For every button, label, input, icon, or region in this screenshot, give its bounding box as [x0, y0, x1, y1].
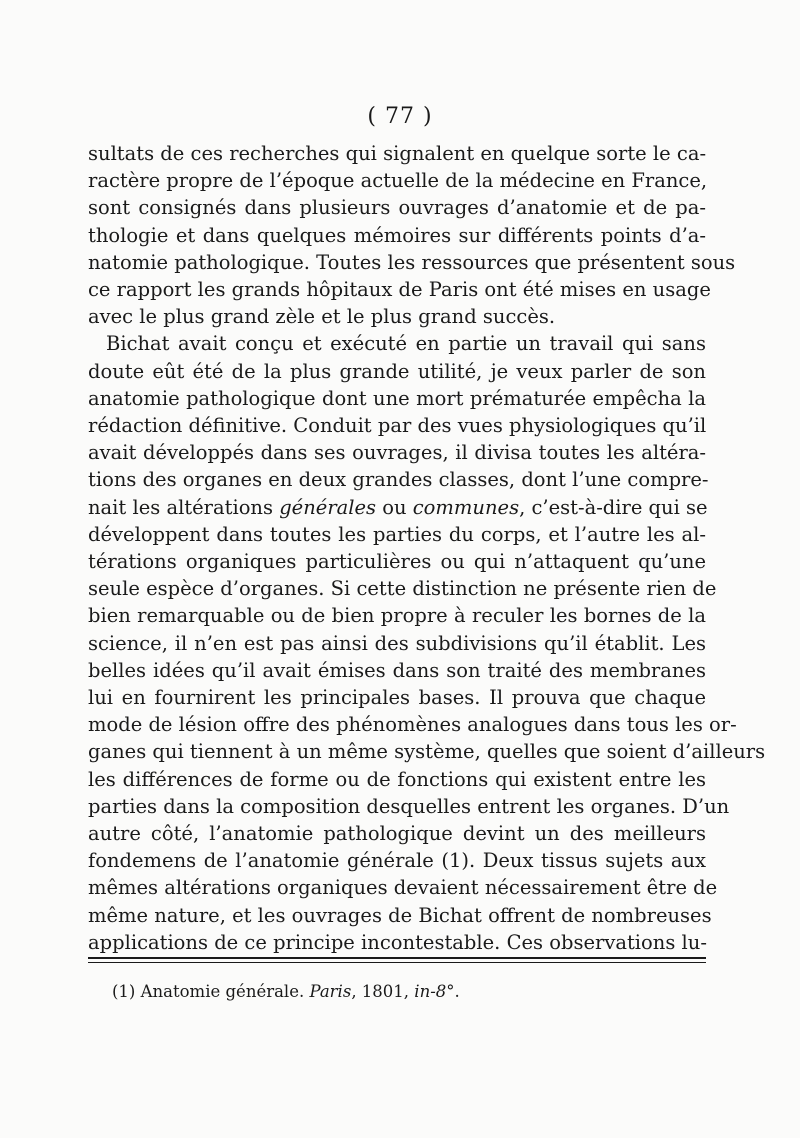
footnote-rule — [88, 957, 706, 959]
footnote-place: Paris — [309, 982, 352, 1001]
text-line: ganes qui tiennent à un même système, quelles que soient d’ailleurs — [88, 740, 766, 764]
text-line: autre côté, l’anatomie pathologique devint un des meilleurs — [88, 822, 706, 846]
body-text — [88, 140, 766, 956]
footnote-format: in-8° — [414, 982, 455, 1001]
text-line: Bichat avait conçu et exécuté en partie un travail qui sans — [106, 332, 706, 356]
italic-term: communes — [412, 495, 520, 519]
text-line: les différences de forme ou de fonctions qui existent entre les — [88, 767, 706, 791]
footnote-text: . — [454, 982, 460, 1001]
text-segment: nait les altérations — [88, 495, 280, 519]
text-line: térations organiques particulières ou qui n’attaquent qu’une — [88, 550, 706, 574]
page-number: ( 77 ) — [367, 104, 433, 129]
text-line: ractère propre de l’époque actuelle de la médecine en France, — [88, 169, 708, 193]
text-line: science, il n’en est pas ainsi des subdivisions qu’il établit. Les — [88, 631, 706, 655]
text-line: développent dans toutes les parties du corps, et l’autre les al- — [88, 522, 706, 546]
text-line: sont consignés dans plusieurs ouvrages d’anatomie et de pa- — [88, 196, 706, 220]
text-line: thologie et dans quelques mémoires sur différents points d’a- — [88, 223, 706, 247]
text-line: mode de lésion offre des phénomènes analogues dans tous les or- — [88, 713, 737, 737]
text-line: ce rapport les grands hôpitaux de Paris ont été mises en usage — [88, 278, 711, 302]
text-line: natomie pathologique. Toutes les ressources que présentent sous — [88, 250, 736, 274]
footnote — [112, 982, 460, 1001]
footnote-rule-thin — [88, 962, 706, 963]
text-line: anatomie pathologique dont une mort prématurée empêcha la — [88, 386, 706, 410]
text-line: seule espèce d’organes. Si cette distinction ne présente rien de — [88, 577, 717, 601]
text-line: avait développés dans ses ouvrages, il divisa toutes les altéra- — [88, 441, 706, 465]
text-line: doute eût été de la plus grande utilité, je veux parler de son — [88, 359, 706, 383]
text-line: lui en fournirent les principales bases. Il prouva que chaque — [88, 686, 706, 710]
text-line: rédaction définitive. Conduit par des vues physiologiques qu’il — [88, 414, 707, 438]
italic-term: générales — [279, 495, 377, 519]
text-line: même nature, et les ouvrages de Bichat offrent de nombreuses — [88, 903, 712, 927]
text-line-with-italics — [88, 494, 706, 521]
text-line: fondemens de l’anatomie générale (1). Deux tissus sujets aux — [88, 849, 706, 873]
footnote-text: (1) Anatomie générale. — [112, 982, 310, 1001]
text-line: applications de ce principe incontestable. Ces observations lu- — [88, 930, 707, 954]
text-line: avec le plus grand zèle et le plus grand succès. — [88, 305, 556, 329]
text-line: mêmes altérations organiques devaient nécessairement être de — [88, 876, 718, 900]
text-line: belles idées qu’il avait émises dans son traité des membranes — [88, 658, 706, 682]
footnote-text: , 1801, — [351, 982, 415, 1001]
text-segment: ou — [376, 495, 413, 519]
text-line: bien remarquable ou de bien propre à reculer les bornes de la — [88, 604, 706, 628]
text-line: tions des organes en deux grandes classes, dont l’une compre- — [88, 468, 709, 492]
text-line: parties dans la composition desquelles entrent les organes. D’un — [88, 794, 730, 818]
text-line: sultats de ces recherches qui signalent en quelque sorte le ca- — [88, 142, 707, 165]
text-segment: , c’est-à-dire qui se — [519, 495, 708, 519]
